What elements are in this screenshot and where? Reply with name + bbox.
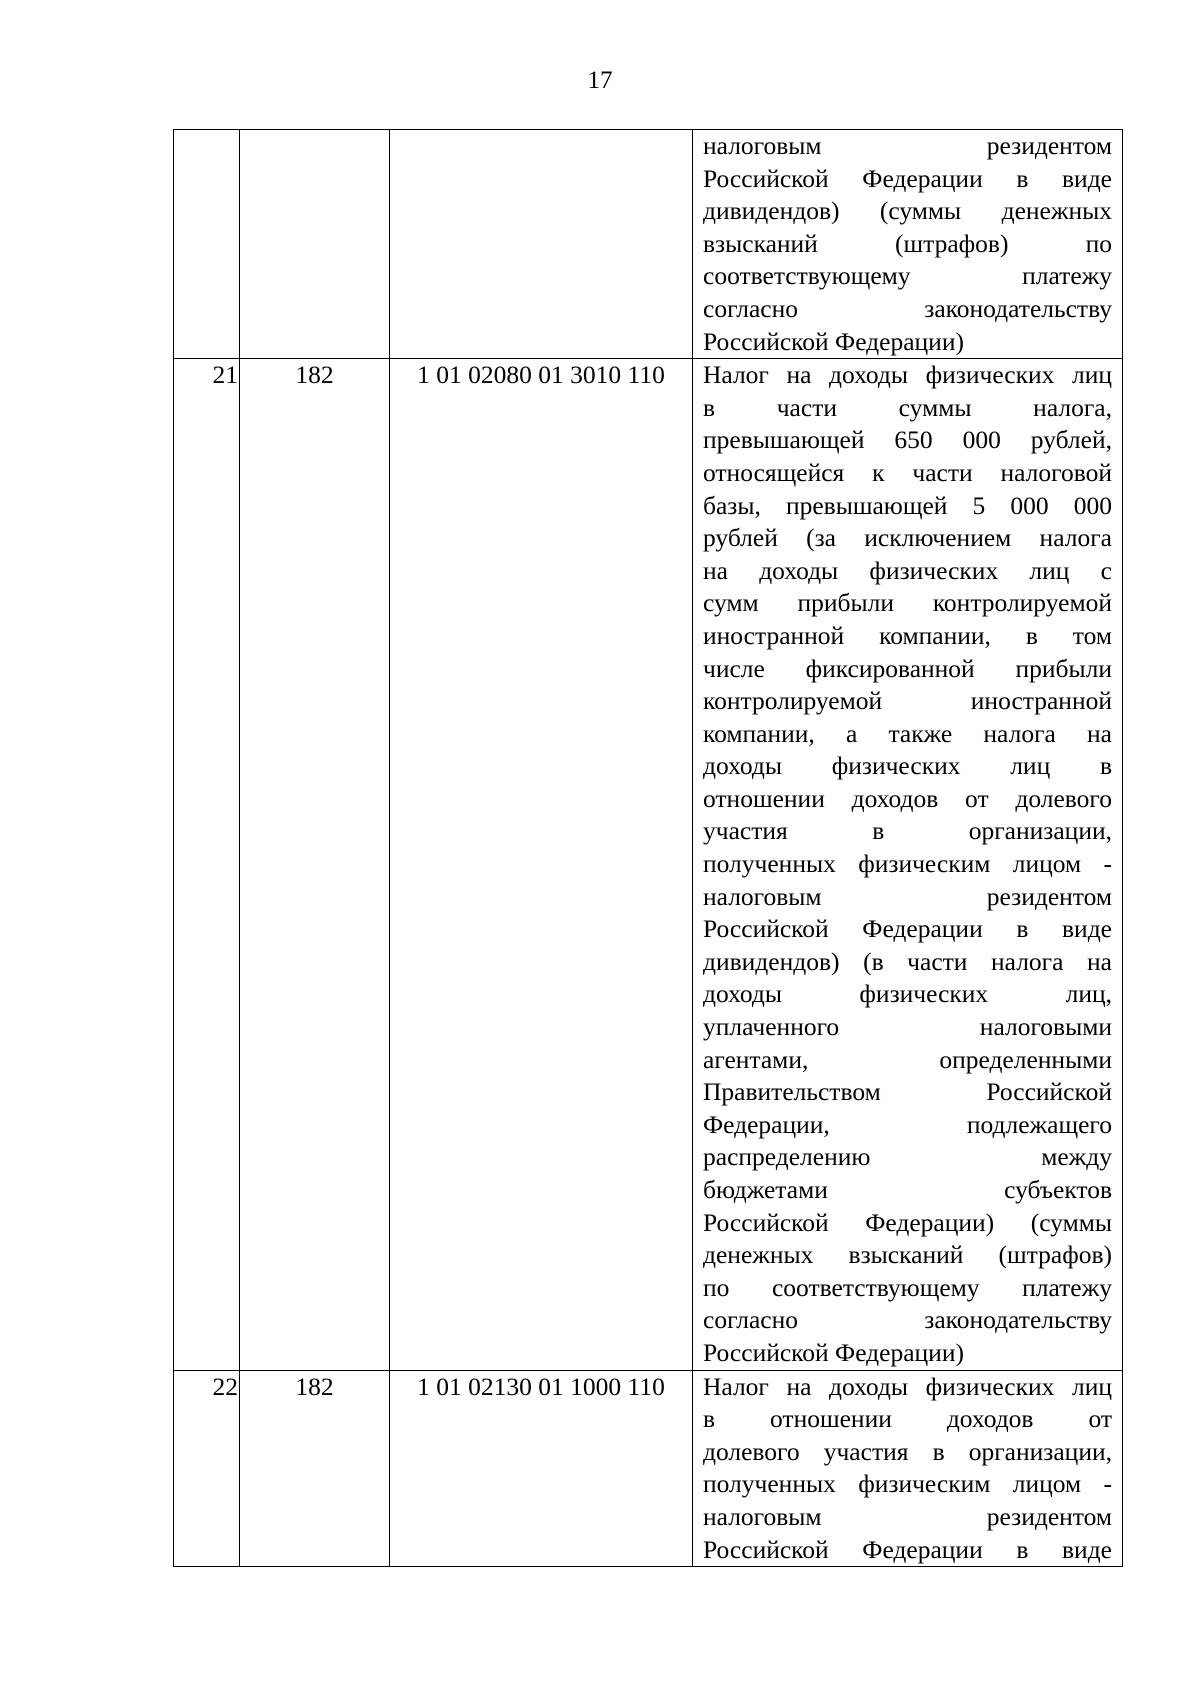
row-number-cell <box>174 130 240 359</box>
admin-code-cell-text: 182 <box>295 1371 334 1401</box>
description-line: Российской Федерации) <box>703 326 964 356</box>
description-line: иностранной компании, в том <box>703 620 1112 650</box>
description-line: полученных физическим лицом - <box>703 1469 1112 1499</box>
admin-code-cell <box>240 130 390 359</box>
description-line: распределению между <box>703 1142 1112 1172</box>
description-line: рублей (за исключением налога <box>703 523 1112 553</box>
description-line: долевого участия в организации, <box>703 1436 1112 1466</box>
row-number-cell-text: 22 <box>212 1371 238 1401</box>
description-line: Российской Федерации) (суммы <box>703 1207 1112 1237</box>
description-line: отношении доходов от долевого <box>703 783 1112 813</box>
page-number: 17 <box>587 67 613 94</box>
description-line: налоговым резидентом <box>703 131 1112 160</box>
description-line: Российской Федерации) <box>703 1337 964 1367</box>
description-line: Российской Федерации в виде <box>703 1534 1112 1564</box>
admin-code-cell <box>240 1370 390 1567</box>
description-line: Налог на доходы физических лиц <box>703 1371 1112 1401</box>
description-line: участия в организации, <box>703 816 1112 846</box>
description-line: контролируемой иностранной <box>703 686 1112 716</box>
table-row <box>174 130 1123 359</box>
description-line: налоговым резидентом <box>703 881 1112 911</box>
description-line: денежных взысканий (штрафов) <box>703 1240 1112 1270</box>
description-line: согласно законодательству <box>703 1305 1112 1335</box>
budget-code-cell-text: 1 01 02080 01 3010 110 <box>417 360 665 390</box>
description-line: в части суммы налога, <box>703 392 1112 422</box>
description-line: согласно законодательству <box>703 293 1112 323</box>
table-row <box>174 359 1123 1370</box>
description-cell <box>693 1370 1123 1567</box>
description-line: Российской Федерации в виде <box>703 914 1112 944</box>
description-line: числе фиксированной прибыли <box>703 653 1112 683</box>
description-line: бюджетами субъектов <box>703 1175 1112 1204</box>
description-line: доходы физических лиц, <box>703 979 1112 1009</box>
description-cell <box>693 130 1123 359</box>
row-number-cell <box>174 359 240 1370</box>
description-line: в отношении доходов от <box>703 1404 1112 1434</box>
description-line: уплаченного налоговыми <box>703 1012 1112 1042</box>
description-line: сумм прибыли контролируемой <box>703 588 1112 618</box>
description-line: на доходы физических лиц с <box>703 555 1112 585</box>
budget-code-cell-text: 1 01 02130 01 1000 110 <box>417 1371 665 1401</box>
description-line: компании, а также налога на <box>703 718 1112 748</box>
description-line: дивидендов) (в части налога на <box>703 946 1112 976</box>
description-line: дивидендов) (суммы денежных <box>703 196 1112 226</box>
description-line: базы, превышающей 5 000 000 <box>703 490 1112 520</box>
description-line: доходы физических лиц в <box>703 751 1112 781</box>
description-line: Федерации, подлежащего <box>703 1109 1112 1139</box>
budget-code-cell <box>390 1370 693 1567</box>
budget-code-cell <box>390 359 693 1370</box>
description-line: взысканий (штрафов) по <box>703 228 1112 258</box>
row-number-cell-text: 21 <box>212 360 238 390</box>
budget-code-cell <box>390 130 693 359</box>
row-number-cell <box>174 1370 240 1567</box>
description-cell <box>693 359 1123 1370</box>
description-line: относящейся к части налоговой <box>703 457 1112 487</box>
description-line: превышающей 650 000 рублей, <box>703 425 1112 455</box>
description-line: Налог на доходы физических лиц <box>703 360 1112 390</box>
description-line: налоговым резидентом <box>703 1501 1112 1531</box>
description-line: полученных физическим лицом - <box>703 849 1112 879</box>
description-line: Правительством Российской <box>703 1077 1112 1107</box>
budget-classification-table <box>173 129 1123 1567</box>
description-line: агентами, определенными <box>703 1044 1112 1074</box>
admin-code-cell-text: 182 <box>295 360 334 390</box>
description-line: соответствующему платежу <box>703 261 1112 291</box>
description-line: по соответствующему платежу <box>703 1272 1112 1302</box>
table-row <box>174 1370 1123 1567</box>
description-line: Российской Федерации в виде <box>703 163 1112 193</box>
admin-code-cell <box>240 359 390 1370</box>
